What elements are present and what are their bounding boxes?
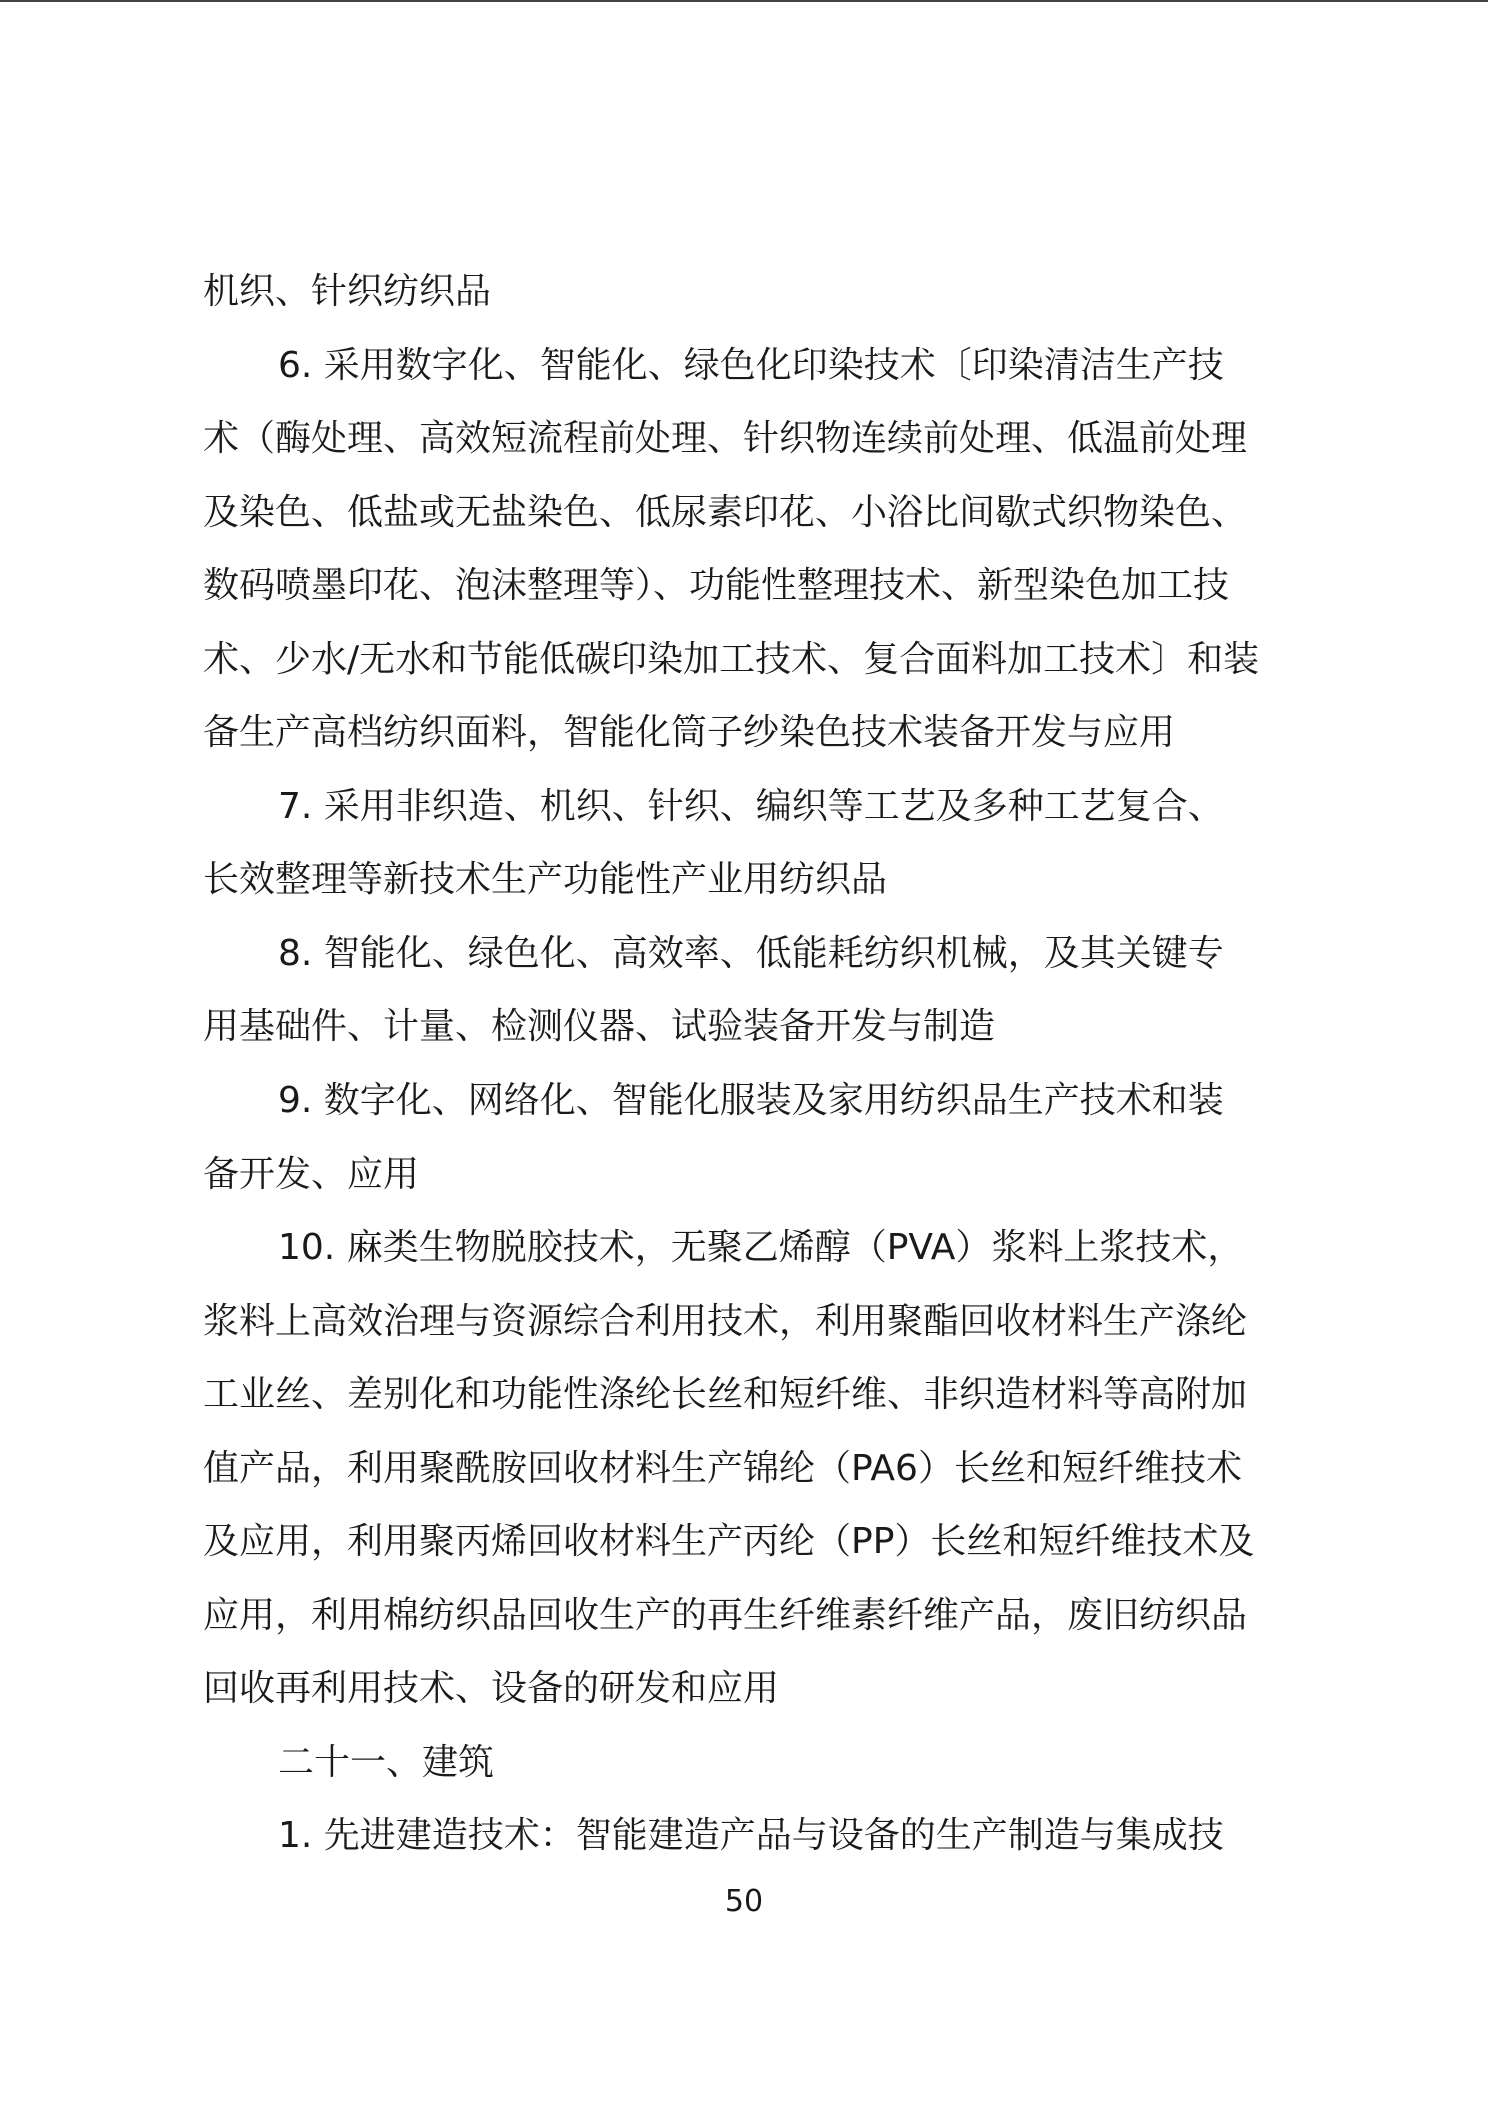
- text-line: 机织、针织纺织品: [203, 271, 492, 312]
- text-line: 值产品，利用聚酰胺回收材料生产锦纶（PA6）长丝和短纤维技术: [203, 1448, 1242, 1489]
- list-item-10: 10. 麻类生物脱胶技术，无聚乙烯醇（PVA）浆料上浆技术，: [278, 1227, 1244, 1268]
- text-line: 浆料上高效治理与资源综合利用技术，利用聚酯回收材料生产涤纶: [203, 1301, 1248, 1342]
- top-border: [0, 0, 1488, 2]
- section-heading: 二十一、建筑: [278, 1742, 495, 1783]
- list-item-6: 6. 采用数字化、智能化、绿色化印染技术〔印染清洁生产技: [278, 345, 1224, 386]
- list-item-7: 7. 采用非织造、机织、针织、编织等工艺及多种工艺复合、: [278, 786, 1224, 827]
- text-line: 及应用，利用聚丙烯回收材料生产丙纶（PP）长丝和短纤维技术及: [203, 1521, 1255, 1562]
- text-line: 备开发、应用: [203, 1154, 420, 1195]
- list-item-9: 9. 数字化、网络化、智能化服装及家用纺织品生产技术和装: [278, 1080, 1224, 1121]
- text-line: 数码喷墨印花、泡沫整理等）、功能性整理技术、新型染色加工技: [203, 565, 1230, 606]
- text-line: 应用，利用棉纺织品回收生产的再生纤维素纤维产品，废旧纺织品: [203, 1595, 1248, 1636]
- list-item-1: 1. 先进建造技术：智能建造产品与设备的生产制造与集成技: [278, 1815, 1224, 1856]
- text-line: 工业丝、差别化和功能性涤纶长丝和短纤维、非织造材料等高附加: [203, 1374, 1248, 1415]
- text-line: 回收再利用技术、设备的研发和应用: [203, 1668, 780, 1709]
- text-line: 备生产高档纺织面料，智能化筒子纱染色技术装备开发与应用: [203, 712, 1176, 753]
- text-line: 长效整理等新技术生产功能性产业用纺织品: [203, 859, 888, 900]
- text-line: 术（酶处理、高效短流程前处理、针织物连续前处理、低温前处理: [203, 418, 1248, 459]
- text-line: 及染色、低盐或无盐染色、低尿素印花、小浴比间歇式织物染色、: [203, 492, 1248, 533]
- page-number: 50: [724, 1884, 764, 1919]
- text-line: 用基础件、计量、检测仪器、试验装备开发与制造: [203, 1006, 996, 1047]
- text-line: 术、少水/无水和节能低碳印染加工技术、复合面料加工技术〕和装: [203, 639, 1260, 680]
- list-item-8: 8. 智能化、绿色化、高效率、低能耗纺织机械，及其关键专: [278, 933, 1224, 974]
